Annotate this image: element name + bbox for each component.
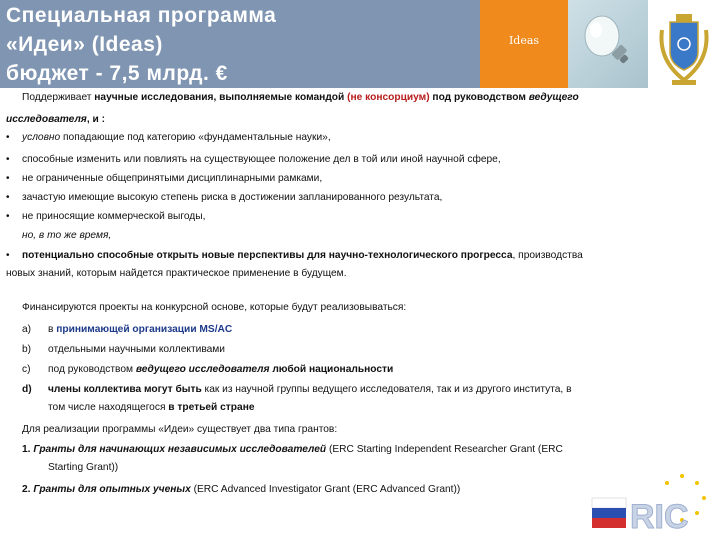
grants-intro: Для реализации программы «Идеи» существует два типа грантов: (22, 424, 338, 435)
intro-text: Поддерживает (22, 92, 95, 103)
funding-c-pre: под руководством (48, 364, 136, 375)
funding-c-italic: ведущего исследователя (135, 364, 270, 375)
bullet-item-6-cont: новых знаний, которым найдется практическое применение в будущем. (6, 268, 347, 279)
bullet-6-rest: , производства (512, 250, 583, 261)
funding-c-bold: любой национальности (269, 364, 394, 375)
funding-d-rest: как из научной группы ведущего исследователя, так и из другого института, в (201, 384, 572, 395)
bullet-text: попадающие под категорию «фундаментальные науки», (60, 132, 331, 143)
intro-bold-2: под руководством (429, 92, 529, 103)
coat-of-arms (648, 0, 720, 88)
grant-1-rest: (ERC Starting Independent Researcher Grant (ERC (326, 444, 563, 455)
funding-a-bold: принимающей организации MS/AC (56, 324, 233, 335)
funding-d-bold: члены коллектива могут быть (48, 384, 202, 395)
funding-a (48, 324, 232, 335)
ric-logo-text: RIC (630, 498, 689, 536)
bullet-italic: условно (22, 132, 61, 143)
intro-researcher: исследователя (6, 114, 87, 125)
funding-d-cont (48, 402, 255, 413)
header (0, 0, 720, 88)
ric-logo-icon (582, 458, 720, 540)
bullet-item-4: зачастую имеющие высокую степень риска в достижении запланированного результата, (22, 192, 443, 203)
bullet-item-5: не приносящие коммерческой выгоды, (22, 211, 206, 222)
intro-italic: ведущего (528, 92, 579, 103)
funding-b-label: b) (22, 344, 32, 355)
ideas-label: Ideas (508, 34, 540, 47)
grant-2-num: 2. (22, 484, 34, 495)
title-line-3: бюджет - 7,5 млрд. € (6, 62, 228, 85)
bullet-icon: • (6, 250, 10, 261)
bullet-item-1 (22, 132, 331, 143)
bullet-icon: • (6, 154, 10, 165)
lightbulb-icon (568, 0, 648, 88)
funding-d-cont-pre: том числе находящегося (48, 402, 169, 413)
bullet-item-2: способные изменить или повлиять на существующее положение дел в той или иной научной сфере, (22, 154, 501, 165)
funding-a-label: a) (22, 324, 32, 335)
bullet-item-3: не ограниченные общепринятыми дисциплинарными рамками, (22, 173, 323, 184)
grant-2 (22, 484, 460, 495)
intro-line-2 (6, 114, 105, 125)
grant-1-cont: Starting Grant)) (48, 462, 119, 473)
funding-c (48, 364, 393, 375)
funding-d (48, 384, 572, 395)
title-line-1: Специальная программа (6, 4, 277, 27)
funding-c-label: c) (22, 364, 31, 375)
ideas-banner (480, 0, 568, 88)
bullet-item-6 (22, 250, 583, 261)
funding-b: отдельными научными коллективами (48, 344, 225, 355)
ric-logo (582, 458, 720, 540)
grant-2-title: Гранты для опытных ученых (33, 484, 191, 495)
grant-2-rest: (ERC Advanced Investigator Grant (ERC Advanced Grant)) (190, 484, 461, 495)
grant-1-num: 1. (22, 444, 34, 455)
lightbulb-image (568, 0, 648, 88)
bullet-icon: • (6, 132, 10, 143)
bullet-icon: • (6, 192, 10, 203)
funding-d-cont-bold: в третьей стране (168, 402, 255, 413)
funding-d-label: d) (22, 384, 32, 395)
intro-and: , и : (86, 114, 105, 125)
title-line-2: «Идеи» (Ideas) (6, 33, 163, 56)
coat-of-arms-icon (648, 0, 720, 88)
grant-1-title: Гранты для начинающих независимых исследователей (33, 444, 327, 455)
bullet-icon: • (6, 211, 10, 222)
intro-line-1 (22, 92, 579, 103)
intro-red: (не консорциум) (347, 92, 430, 103)
funding-intro: Финансируются проекты на конкурсной основе, которые будут реализовываться: (22, 302, 407, 313)
grant-1 (22, 444, 563, 455)
bullet-6-bold: потенциально способные открыть новые перспективы для научно-технологического прогресса (22, 250, 513, 261)
also-text: но, в то же время, (22, 230, 112, 241)
intro-bold: научные исследования, выполняемые командой (94, 92, 348, 103)
bullet-icon: • (6, 173, 10, 184)
funding-a-pre: в (48, 324, 57, 335)
title-block (0, 0, 480, 88)
